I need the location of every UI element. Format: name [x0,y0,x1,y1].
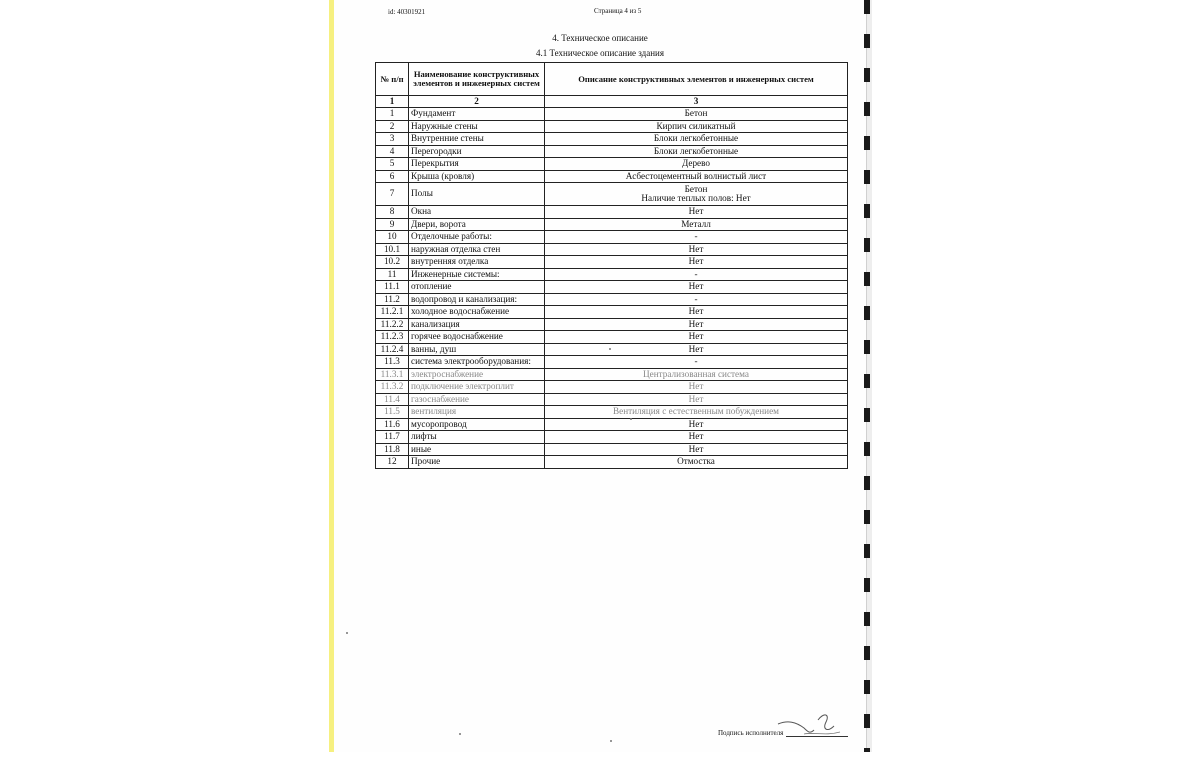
row-description-line: Наличие теплых полов: Нет [641,193,751,203]
scan-speck [630,418,632,420]
table-row [376,393,848,406]
row-element-name: холодное водоснабжение [409,306,545,319]
column-number-2: 2 [409,96,545,108]
row-number: 2 [376,120,409,133]
row-element-name: Отделочные работы: [409,231,545,244]
row-element-name: внутренняя отделка [409,256,545,269]
row-number: 7 [376,183,409,206]
row-element-name: Наружные стены [409,120,545,133]
row-element-name: водопровод и канализация: [409,293,545,306]
row-element-name: Фундамент [409,108,545,121]
row-number: 12 [376,456,409,469]
row-description: Нет [545,431,848,444]
table-row [376,183,848,206]
row-number: 10 [376,231,409,244]
row-element-name: подключение электроплит [409,381,545,394]
technical-description-table [375,62,848,469]
row-number: 11 [376,268,409,281]
table-row [376,418,848,431]
row-description: Нет [545,281,848,294]
table-row [376,368,848,381]
row-description [545,183,848,206]
row-element-name: Двери, ворота [409,218,545,231]
table-row [376,331,848,344]
row-element-name: горячее водоснабжение [409,331,545,344]
row-description: Асбестоцементный волнистый лист [545,170,848,183]
table-row [376,133,848,146]
row-number: 3 [376,133,409,146]
table-row [376,158,848,171]
row-element-name: Перегородки [409,145,545,158]
row-element-name: Полы [409,183,545,206]
scan-speck [459,733,461,735]
binding-marks [864,0,870,752]
row-number: 11.6 [376,418,409,431]
row-element-name: Окна [409,206,545,219]
table-row [376,231,848,244]
row-number: 8 [376,206,409,219]
scan-speck [609,348,611,350]
row-description-line: Бетон [684,183,708,194]
row-description: Нет [545,256,848,269]
table-row [376,206,848,219]
row-description: Блоки легкобетонные [545,145,848,158]
row-description: - [545,231,848,244]
table-row [376,356,848,369]
row-element-name: вентиляция [409,406,545,419]
table-row [376,145,848,158]
row-element-name: Перекрытия [409,158,545,171]
row-description: Нет [545,243,848,256]
document-id: id: 40301921 [388,8,426,16]
table-row [376,218,848,231]
row-element-name: отопление [409,281,545,294]
signature-line [786,736,848,737]
row-number: 11.5 [376,406,409,419]
row-description: Отмостка [545,456,848,469]
signature-image [774,710,854,745]
table-row [376,431,848,444]
row-description: Нет [545,206,848,219]
row-description: - [545,293,848,306]
row-element-name: иные [409,443,545,456]
row-description: Дерево [545,158,848,171]
row-element-name: ванны, душ [409,343,545,356]
row-description: Нет [545,318,848,331]
row-description: Бетон [545,108,848,121]
row-element-name: лифты [409,431,545,444]
row-element-name: канализация [409,318,545,331]
section-title: 4. Техническое описание [552,33,648,43]
header-number: № п/п [376,63,409,96]
row-description: Нет [545,343,848,356]
row-number: 11.2.3 [376,331,409,344]
column-number-1: 1 [376,96,409,108]
table-row [376,456,848,469]
row-number: 11.2.2 [376,318,409,331]
row-description: - [545,356,848,369]
row-number: 5 [376,158,409,171]
row-number: 11.2 [376,293,409,306]
row-number: 11.4 [376,393,409,406]
row-number: 11.8 [376,443,409,456]
table-row [376,256,848,269]
row-number: 11.2.1 [376,306,409,319]
row-element-name: Внутренние стены [409,133,545,146]
row-description: Нет [545,331,848,344]
row-element-name: мусоропровод [409,418,545,431]
row-description: Нет [545,418,848,431]
table-row [376,343,848,356]
row-description: Централизованная система [545,368,848,381]
table-row [376,170,848,183]
row-number: 9 [376,218,409,231]
table-row [376,281,848,294]
row-element-name: Инженерные системы: [409,268,545,281]
row-number: 6 [376,170,409,183]
table-row [376,443,848,456]
page-number: Страница 4 из 5 [594,7,642,15]
row-description: Металл [545,218,848,231]
row-element-name: наружная отделка стен [409,243,545,256]
table-row [376,406,848,419]
column-number-3: 3 [545,96,848,108]
scan-speck [610,740,612,742]
row-element-name: Крыша (кровля) [409,170,545,183]
row-number: 1 [376,108,409,121]
table-row [376,318,848,331]
row-element-name: Прочие [409,456,545,469]
row-description: Нет [545,381,848,394]
row-description: Кирпич силикатный [545,120,848,133]
row-number: 11.1 [376,281,409,294]
row-description: - [545,268,848,281]
document-page [334,0,866,752]
row-number: 4 [376,145,409,158]
row-description: Нет [545,306,848,319]
row-number: 11.7 [376,431,409,444]
row-element-name: газоснабжение [409,393,545,406]
row-description: Блоки легкобетонные [545,133,848,146]
row-number: 11.3.2 [376,381,409,394]
table-row [376,381,848,394]
scan-speck [346,632,348,634]
signature-label: Подпись исполнителя [718,729,784,737]
row-number: 10.2 [376,256,409,269]
row-element-name: система электрооборудования: [409,356,545,369]
row-number: 11.3.1 [376,368,409,381]
table-row [376,268,848,281]
table-row [376,243,848,256]
row-description: Вентиляция с естественным побуждением [545,406,848,419]
row-number: 11.3 [376,356,409,369]
row-description: Нет [545,443,848,456]
table-row [376,120,848,133]
header-element-name: Наименование конструктивных элементов и инженерных систем [409,63,545,96]
row-element-name: электроснабжение [409,368,545,381]
table-row [376,293,848,306]
subsection-title: 4.1 Техническое описание здания [535,48,665,58]
row-description: Нет [545,393,848,406]
row-number: 11.2.4 [376,343,409,356]
header-description: Описание конструктивных элементов и инженерных систем [545,63,848,96]
row-number: 10.1 [376,243,409,256]
table-row [376,306,848,319]
column-number-row [376,96,848,108]
table-row [376,108,848,121]
table-header-row [376,63,848,96]
